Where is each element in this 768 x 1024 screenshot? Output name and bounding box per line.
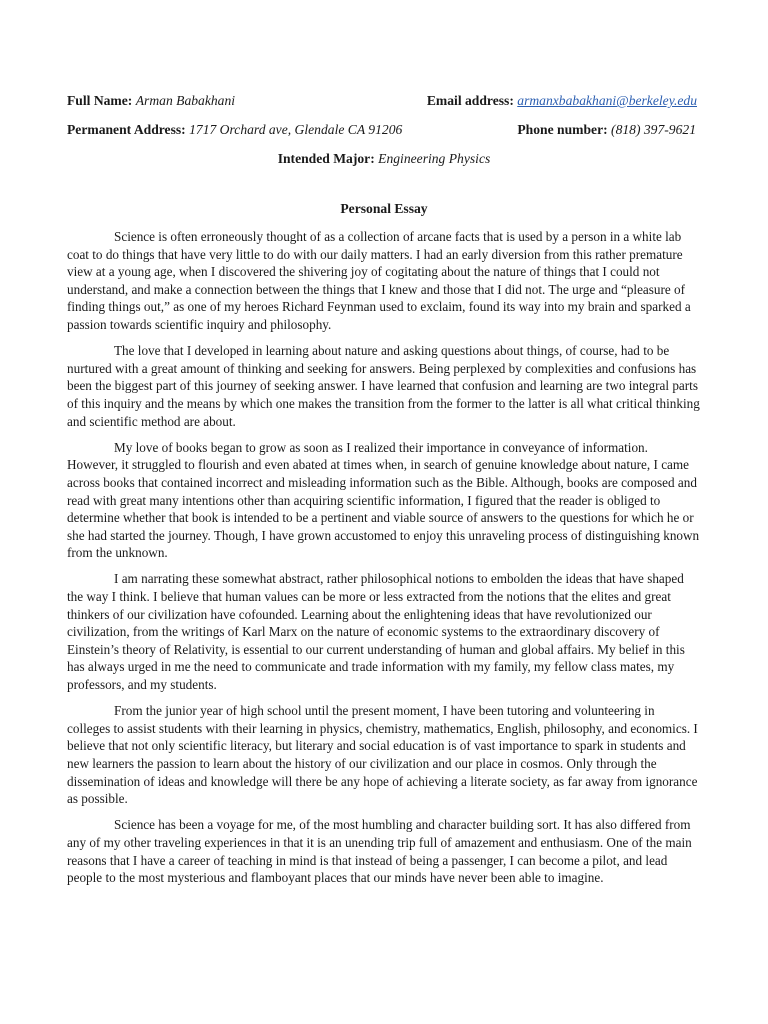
- header-row-name-email: [67, 92, 701, 109]
- essay-paragraph: From the junior year of high school until the present moment, I have been tutoring and volunteering in colleges to assist students with their learning in physics, chemistry, mathematics, English, philosophy, and economics. I believe that not only scientific literacy, but literary and social education is of vast importance to spark in students and new learners the passion to learn about the history of our civilization and our place in cosmos. Only through the dissemination of ideas and knowledge will there be any hope of achieving a literate society, as far away from ignorance as possible.: [67, 703, 698, 807]
- phone-value: (818) 397-9621: [611, 122, 696, 137]
- address-label: Permanent Address:: [67, 122, 186, 137]
- full-name-label: Full Name:: [67, 93, 133, 108]
- essay-paragraph: The love that I developed in learning about nature and asking questions about things, of course, had to be nurtured with a great amount of thinking and seeking for answers. Being perplexed by complexities and confusions has been the biggest part of this journey of seeking answer. I have learned that confusion and learning are two integral parts of this inquiry and the means by which one makes the transition from the former to the latter is all what critical thinking and scientific method are about.: [67, 343, 700, 429]
- phone-field: [517, 121, 701, 138]
- major-value: Engineering Physics: [378, 151, 491, 166]
- essay-paragraph: My love of books began to grow as soon as I realized their importance in conveyance of information. However, it struggled to flourish and even abated at times when, in search of genuine knowledge about nature, I came across books that contained incorrect and misleading information such as the Bible. Although, books are composed and read with great many intentions other than acquiring scientific information, I figured that the reader is obliged to determine whether that book is intended to be a pertinent and viable source of answers to the questions for which he or she had started the journey. Though, I have grown accustomed to enjoy this unraveling process of distinguishing known from the unknown.: [67, 439, 700, 561]
- email-link[interactable]: armanxbabakhani@berkeley.edu: [517, 93, 697, 108]
- major-label: Intended Major:: [277, 151, 375, 166]
- essay-paragraph: Science has been a voyage for me, of the most humbling and character building sort. It has also differed from any of my other traveling experiences in that it is an unending trip full of amazement and enthusiasm. One of the main reasons that I have a career of teaching in mind is that instead of being a passenger, I can become a pilot, and lead people to the most mysterious and flamboyant places that our minds have never been able to imagine.: [67, 817, 692, 886]
- header-row-address-phone: [67, 121, 701, 138]
- essay-paragraph: I am narrating these somewhat abstract, rather philosophical notions to embolden the ideas that have shaped the way I think. I believe that human values can be more or less extracted from the notions that the elites and great thinkers of our civilization have cofounded. Learning about the enlightening ideas that have revolutionized our civilization, from the writings of Karl Marx on the nature of economic systems to the extraordinary discovery of Einstein’s theory of Relativity, is essential to our current understanding of human and global affairs. My belief in this has always urged in me the need to communicate and trade information with my family, my fellow class mates, my professors, and my students.: [67, 571, 685, 693]
- full-name-field: [67, 92, 235, 109]
- full-name-value: Arman Babakhani: [135, 93, 236, 108]
- essay-title: Personal Essay: [340, 201, 428, 216]
- phone-label: Phone number:: [517, 122, 608, 137]
- address-value: 1717 Orchard ave, Glendale CA 91206: [189, 122, 403, 137]
- essay-body: [67, 228, 701, 887]
- address-field: [67, 121, 402, 138]
- essay-paragraph: Science is often erroneously thought of as a collection of arcane facts that is used by a person in a white lab coat to do things that have very little to do with our daily matters. I had an early diversion from this rather premature view at a young age, when I discovered the shivering joy of cogitating about the nature of things that I could not understand, and make a connection between the things that I knew and those that I did not. The urge and “pleasure of finding things out,” as one of my heroes Richard Feynman used to exclaim, found its way into my brain and sparked a passion towards scientific inquiry and philosophy.: [67, 229, 691, 332]
- email-field: [427, 92, 701, 109]
- intended-major-field: [67, 150, 701, 167]
- email-label: Email address:: [426, 93, 514, 108]
